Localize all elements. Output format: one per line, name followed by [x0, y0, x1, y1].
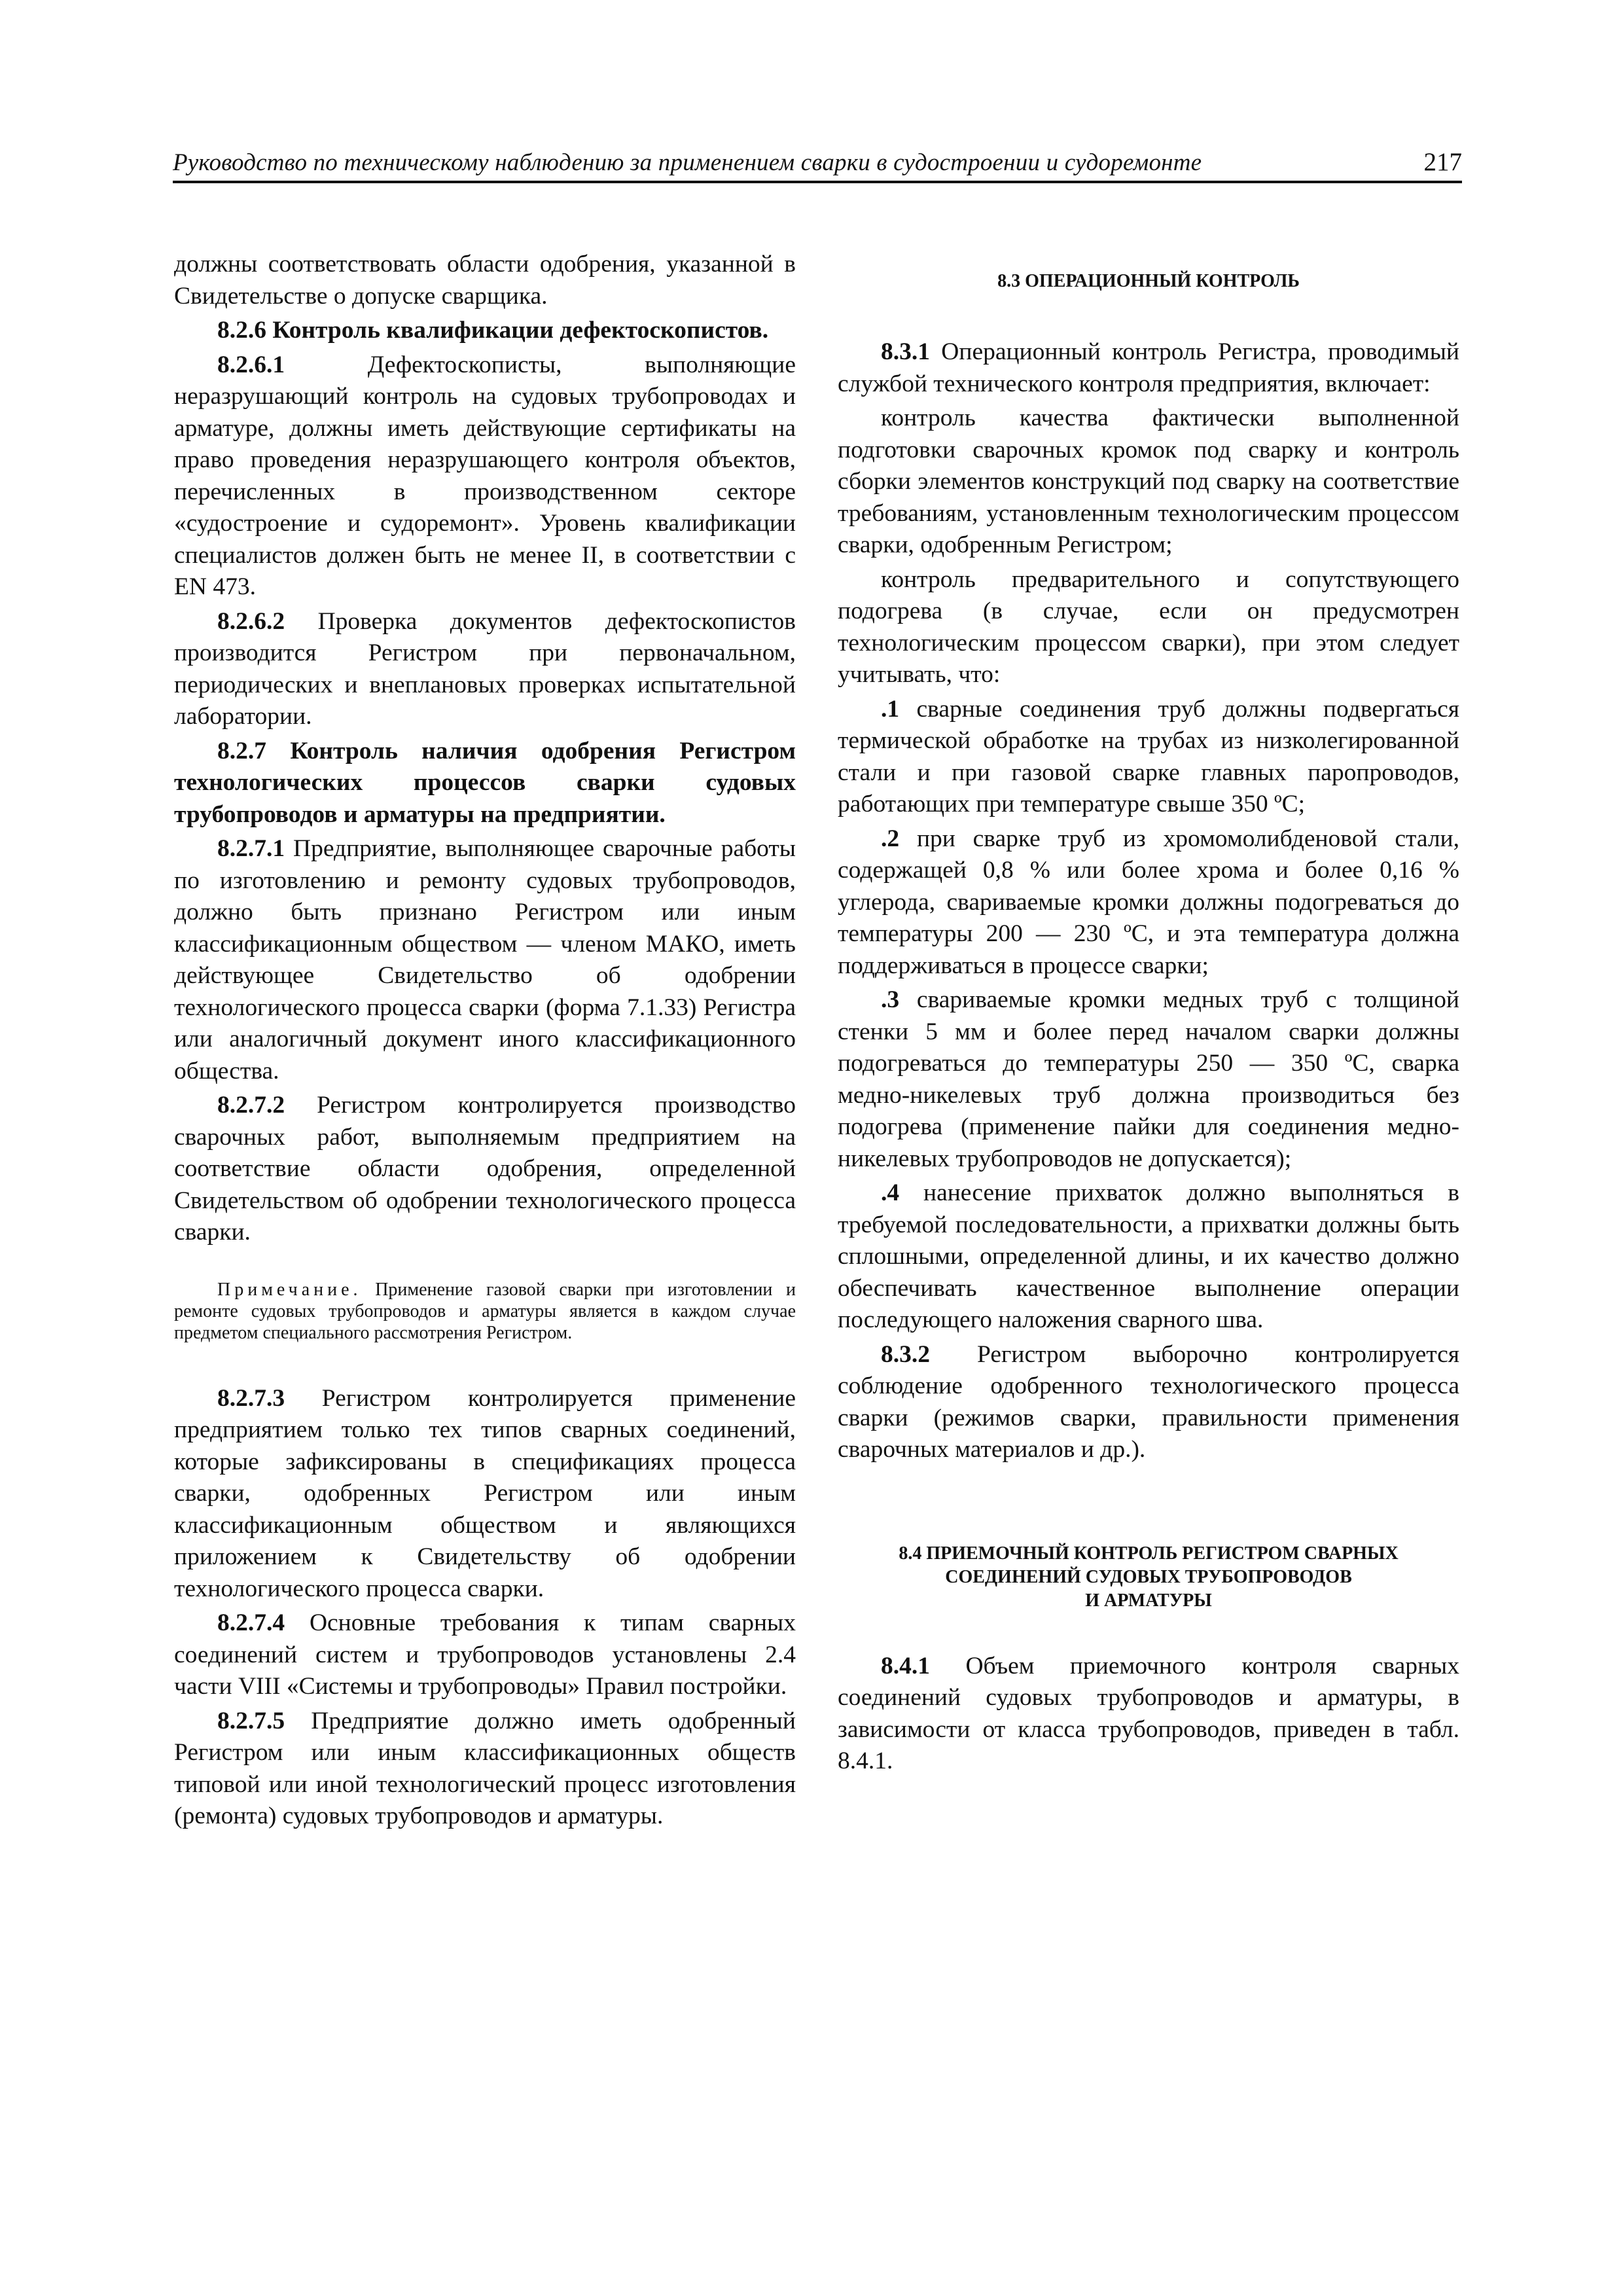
item-number: .1 — [881, 695, 900, 723]
paragraph-8-2-7-3: 8.2.7.3 Регистром контролируется применение предприятием только тех типов сварных соединений, которые зафиксированы в спецификациях процесса сварки, одобренных Регистром или иным классификационным обществом и являющихся приложением к Свидетельству об одобрении технологического процесса сварки. — [174, 1384, 796, 1602]
paragraph-8-3-2: 8.3.2 Регистром выборочно контролируется соблюдение одобренного технологического процесса сварки (режимов сварки, правильности применения сварочных материалов и др.). — [838, 1340, 1460, 1463]
paragraph-8-2-7-2: 8.2.7.2 Регистром контролируется производство сварочных работ, выполняемым предприятием на соответствие области одобрения, определенной Свидетельством об одобрении технологического процесса сварки. — [174, 1092, 796, 1246]
clause-number: 8.2.7.1 — [217, 835, 285, 862]
right-column — [838, 249, 1459, 1780]
section-title-8-3: 8.3 ОПЕРАЦИОННЫЙ КОНТРОЛЬ — [997, 271, 1300, 291]
clause-number: 8.3.2 — [881, 1340, 930, 1368]
clause-number: 8.2.7.3 — [217, 1384, 285, 1412]
paragraph-8-2-6-1: 8.2.6.1 Дефектоскописты, выполняющие неразрушающий контроль на судовых трубопроводах и арматуре, должны иметь действующие сертификаты на право проведения неразрушающего контроля объектов, перечисленных в производственном секторе «судостроение и судоремонт». Уровень квалификации специалистов должен быть не менее II, в соответствии с EN 473. — [174, 351, 796, 600]
note-text: Применение газовой сварки при изготовлении и ремонте судовых трубопроводов и арматуры является в каждом случае предметом специального рассмотрения Регистром. — [174, 1279, 796, 1343]
list-item-2: .2 при сварке труб из хромомолибденовой стали, содержащей 0,8 % или более хрома и более 0,16 % углерода, свариваемые кромки должны подогреваться до температуры 200 — 230 ºС, и эта температура должна поддерживаться в процессе сварки; — [838, 825, 1459, 979]
clause-number: 8.3.1 — [881, 338, 930, 365]
paragraph-continuation: должны соответствовать области одобрения, указанной в Свидетельстве о допуске сварщика. — [174, 251, 796, 310]
section-title-8-4: 8.4 ПРИЕМОЧНЫЙ КОНТРОЛЬ РЕГИСТРОМ СВАРНЫХ СОЕДИНЕНИЙ СУДОВЫХ ТРУБОПРОВОДОВ И АРМАТУРЫ — [899, 1543, 1399, 1611]
running-header — [173, 137, 1462, 183]
paragraph-8-4-1: 8.4.1 Объем приемочного контроля сварных соединений судовых трубопроводов и арматуры, в зависимости от класса трубопроводов, приведен в табл. 8.4.1. — [838, 1652, 1459, 1774]
note-label: Примечание. — [217, 1279, 362, 1300]
left-column — [174, 249, 796, 1835]
paragraph-8-3-1-a: контроль качества фактически выполненной подготовки сварочных кромок под сварку и контроль сборки элементов конструкций под сварку на соответствие требованиям, установленным технологическим процессом сварки, одобренным Регистром; — [838, 404, 1459, 558]
paragraph-8-2-7-1: 8.2.7.1 Предприятие, выполняющее сварочные работы по изготовлению и ремонту судовых трубопроводов, должно быть признано Регистром или иным классификационным обществом — членом МАКО, иметь действующее Свидетельство об одобрении технологического процесса сварки (форма 7.1.33) Регистра или аналогичный документ иного классификационного общества. — [174, 835, 796, 1085]
clause-number: 8.2.7.2 — [217, 1092, 285, 1119]
clause-number: 8.4.1 — [881, 1652, 930, 1679]
header-title: Руководство по техническому наблюдению за применением сварки в судостроении и судоремонте — [173, 149, 1202, 176]
clause-number: 8.2.7.5 — [217, 1707, 285, 1734]
list-item-4: .4 нанесение прихваток должно выполняться в требуемой последовательности, а прихватки должны быть сплошными, определенной длины, и их качество должно обеспечивать качественное выполнение операции последующего наложения сварного шва. — [838, 1179, 1459, 1333]
item-number: .3 — [881, 986, 900, 1013]
clause-number: 8.2.7.4 — [217, 1609, 285, 1636]
clause-number: 8.2.6.2 — [217, 607, 285, 635]
paragraph-8-3-1: 8.3.1 Операционный контроль Регистра, проводимый службой технического контроля предприятия, включает: — [838, 338, 1459, 397]
paragraph-8-3-1-b: контроль предварительного и сопутствующего подогрева (в случае, если он предусмотрен технологическим процессом сварки), при этом следует учитывать, что: — [838, 565, 1459, 688]
list-item-3: .3 свариваемые кромки медных труб с толщиной стенки 5 мм и более перед началом сварки должны подогреваться до температуры 250 — 350 ºС, сварка медно-никелевых труб должна производиться без подогрева (применение пайки для соединения медно-никелевых трубопроводов не допускается); — [838, 986, 1460, 1172]
heading-8-2-6: 8.2.6 Контроль квалификации дефектоскопистов. — [217, 317, 769, 344]
page-number: 217 — [1423, 148, 1462, 176]
clause-number: 8.2.6.1 — [217, 351, 285, 378]
paragraph-8-2-7-4: 8.2.7.4 Основные требования к типам сварных соединений систем и трубопроводов установлены 2.4 части VIII «Системы и трубопроводы» Правил постройки. — [174, 1609, 796, 1700]
item-number: .2 — [881, 825, 900, 852]
heading-8-2-7: 8.2.7 Контроль наличия одобрения Регистром технологических процессов сварки судовых трубопроводов и арматуры на предприятии. — [174, 737, 796, 828]
paragraph-8-2-7-5: 8.2.7.5 Предприятие должно иметь одобренный Регистром или иным классификационных обществ типовой или иной технологический процесс изготовления (ремонта) судовых трубопроводов и арматуры. — [174, 1707, 796, 1829]
note-block — [174, 1279, 796, 1344]
paragraph-8-2-6-2: 8.2.6.2 Проверка документов дефектоскопистов производится Регистром при первоначальном, периодических и внеплановых проверках испытательной лаборатории. — [174, 607, 796, 730]
item-number: .4 — [881, 1179, 900, 1206]
list-item-1: .1 сварные соединения труб должны подвергаться термической обработке на трубах из низколегированной стали и при газовой сварке главных паропроводов, работающих при температуре свыше 350 ºС; — [838, 695, 1460, 817]
